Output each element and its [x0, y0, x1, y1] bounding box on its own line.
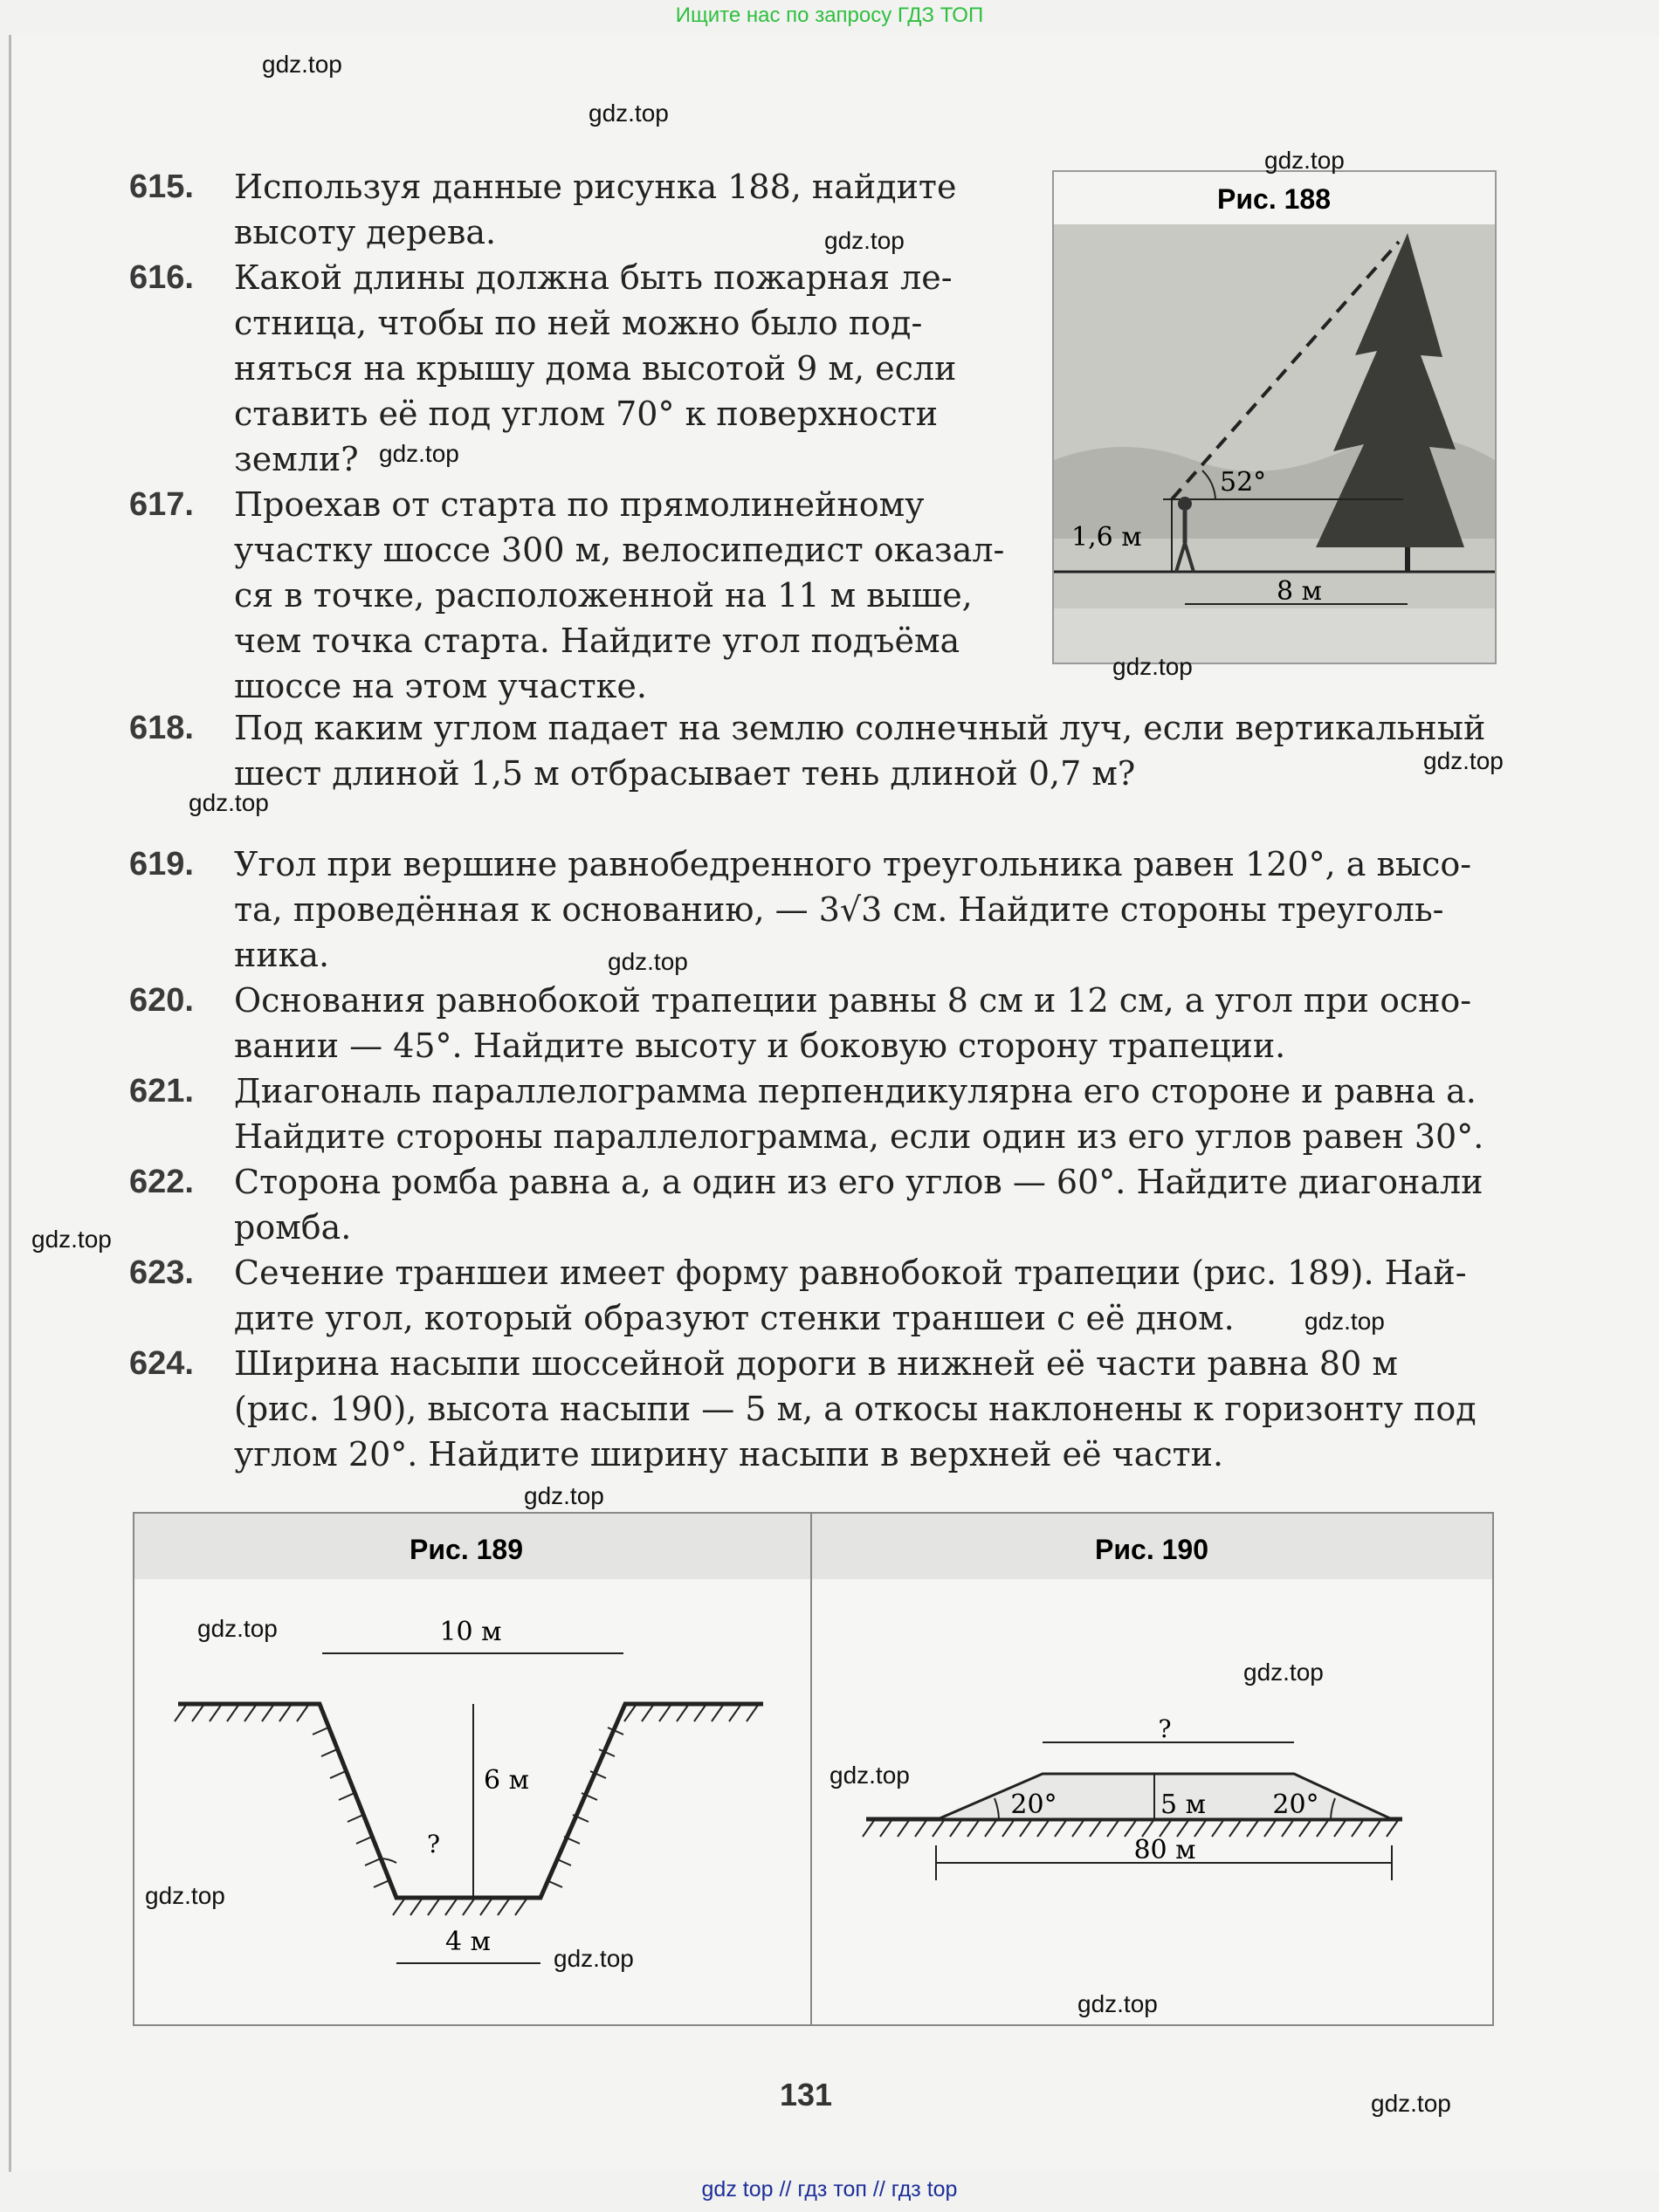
figure-caption: Рис. 190: [1095, 1534, 1208, 1565]
problem-text-line: дите угол, который образуют стенки траншеи с её дном.: [234, 1299, 1235, 1337]
distance-label: 8 м: [1277, 576, 1322, 607]
problem-text-line: земли?: [234, 440, 359, 478]
watermark: gdz.top: [145, 1882, 225, 1909]
problem-text-line: Под каким углом падает на землю солнечный луч, если вертикальный: [234, 709, 1486, 747]
unknown-angle-label: ?: [427, 1830, 441, 1858]
watermark: gdz.top: [1304, 1308, 1385, 1335]
watermark: gdz.top: [197, 1615, 278, 1642]
footer-links[interactable]: gdz top // гдз топ // гдз top: [701, 2177, 958, 2202]
problem-text-line: ставить её под углом 70° к поверхности: [234, 395, 939, 433]
depth-label: 6 м: [484, 1765, 529, 1796]
watermark: gdz.top: [1112, 653, 1193, 680]
watermark: gdz.top: [262, 51, 342, 78]
problem-number: 617.: [129, 486, 194, 523]
problem-text-line: участку шоссе 300 м, велосипедист оказал-: [234, 531, 1005, 569]
problem-text-line: Какой длины должна быть пожарная ле-: [234, 258, 953, 297]
trench-profile: [178, 1704, 763, 1898]
problem-text-line: шоссе на этом участке.: [234, 667, 647, 705]
problem-text-line: ромба.: [234, 1208, 352, 1247]
problem-number: 619.: [129, 846, 194, 883]
search-hint-link[interactable]: Ищите нас по запросу ГДЗ ТОП: [675, 3, 984, 27]
unknown-width-label: ?: [1158, 1714, 1172, 1743]
problem-text-line: няться на крышу дома высотой 9 м, если: [234, 349, 957, 388]
problem-number: 622.: [129, 1164, 194, 1200]
bottom-width-label: 4 м: [445, 1927, 491, 1957]
watermark: gdz.top: [830, 1762, 910, 1789]
figure-caption: Рис. 188: [1217, 183, 1331, 215]
problem-number: 618.: [129, 710, 194, 746]
problem-text-line: Сторона ромба равна a, а один из его углов — 60°. Найдите диагонали: [234, 1163, 1483, 1201]
figures-189-190-drawing: [134, 1514, 1492, 2024]
problem-text-line: Используя данные рисунка 188, найдите: [234, 168, 957, 206]
problem-text-line: (рис. 190), высота насыпи — 5 м, а откосы наклонены к горизонту под: [234, 1390, 1477, 1428]
watermark: gdz.top: [1264, 147, 1345, 174]
problem-text-line: углом 20°. Найдите ширину насыпи в верхней её части.: [234, 1435, 1224, 1474]
right-angle-label: 20°: [1272, 1790, 1319, 1820]
problem-text-line: Проехав от старта по прямолинейному: [234, 485, 925, 524]
height-label: 1,6 м: [1071, 522, 1142, 553]
height-label: 5 м: [1160, 1790, 1206, 1820]
problem-text-line: Найдите стороны параллелограмма, если один из его углов равен 30°.: [234, 1117, 1484, 1156]
problem-text-line: ся в точке, расположенной на 11 м выше,: [234, 576, 973, 615]
problem-text-line: вании — 45°. Найдите высоту и боковую сторону трапеции.: [234, 1027, 1286, 1065]
problem-text-line: Основания равнобокой трапеции равны 8 см и 12 см, а угол при осно-: [234, 981, 1472, 1020]
watermark: gdz.top: [1423, 747, 1504, 774]
watermark: gdz.top: [824, 227, 905, 254]
base-width-label: 80 м: [1133, 1835, 1196, 1865]
watermark: gdz.top: [379, 440, 459, 467]
problem-text-line: та, проведённая к основанию, — 3√3 см. Найдите стороны треуголь-: [234, 890, 1444, 929]
problem-number: 620.: [129, 982, 194, 1019]
caption-bar: [134, 1514, 1492, 1579]
problem-text-line: стница, чтобы по ней можно было под-: [234, 304, 923, 342]
angle-label: 52°: [1220, 467, 1267, 498]
ground-hatching: [863, 1819, 1399, 1837]
watermark: gdz.top: [524, 1482, 604, 1509]
problem-number: 615.: [129, 168, 194, 205]
problem-text-line: Угол при вершине равнобедренного треугольника равен 120°, а высо-: [234, 845, 1472, 883]
left-angle-label: 20°: [1010, 1790, 1057, 1820]
problem-text-line: чем точка старта. Найдите угол подъёма: [234, 622, 960, 660]
problem-number: 623.: [129, 1254, 194, 1291]
figure-188-drawing: [1054, 172, 1495, 663]
figure-188: [1052, 170, 1497, 664]
watermark: gdz.top: [1077, 1990, 1158, 2017]
watermark: gdz.top: [1243, 1659, 1324, 1686]
problem-text-line: Ширина насыпи шоссейной дороги в нижней её части равна 80 м: [234, 1344, 1398, 1383]
watermark: gdz.top: [554, 1945, 634, 1972]
watermark: gdz.top: [31, 1226, 112, 1253]
problem-number: 621.: [129, 1073, 194, 1109]
watermark: gdz.top: [189, 789, 269, 816]
watermark: gdz.top: [608, 948, 688, 975]
ground-hatching: [175, 1704, 759, 1915]
top-width-label: 10 м: [439, 1617, 502, 1647]
problem-text-line: ника.: [234, 936, 330, 974]
problem-text-line: шест длиной 1,5 м отбрасывает тень длиной 0,7 м?: [234, 754, 1136, 793]
page-number: 131: [780, 2077, 833, 2112]
problem-number: 616.: [129, 259, 194, 296]
problem-text-line: высоту дерева.: [234, 213, 497, 251]
person-icon: [1178, 497, 1192, 511]
figures-189-190: [133, 1512, 1494, 2026]
watermark: gdz.top: [1371, 2090, 1451, 2117]
watermark: gdz.top: [589, 100, 669, 127]
problem-text-line: Сечение траншеи имеет форму равнобокой трапеции (рис. 189). Най-: [234, 1254, 1467, 1292]
problem-text-line: Диагональ параллелограмма перпендикулярна его стороне и равна a.: [234, 1072, 1477, 1110]
figure-caption: Рис. 189: [410, 1534, 523, 1565]
problem-number: 624.: [129, 1345, 194, 1382]
